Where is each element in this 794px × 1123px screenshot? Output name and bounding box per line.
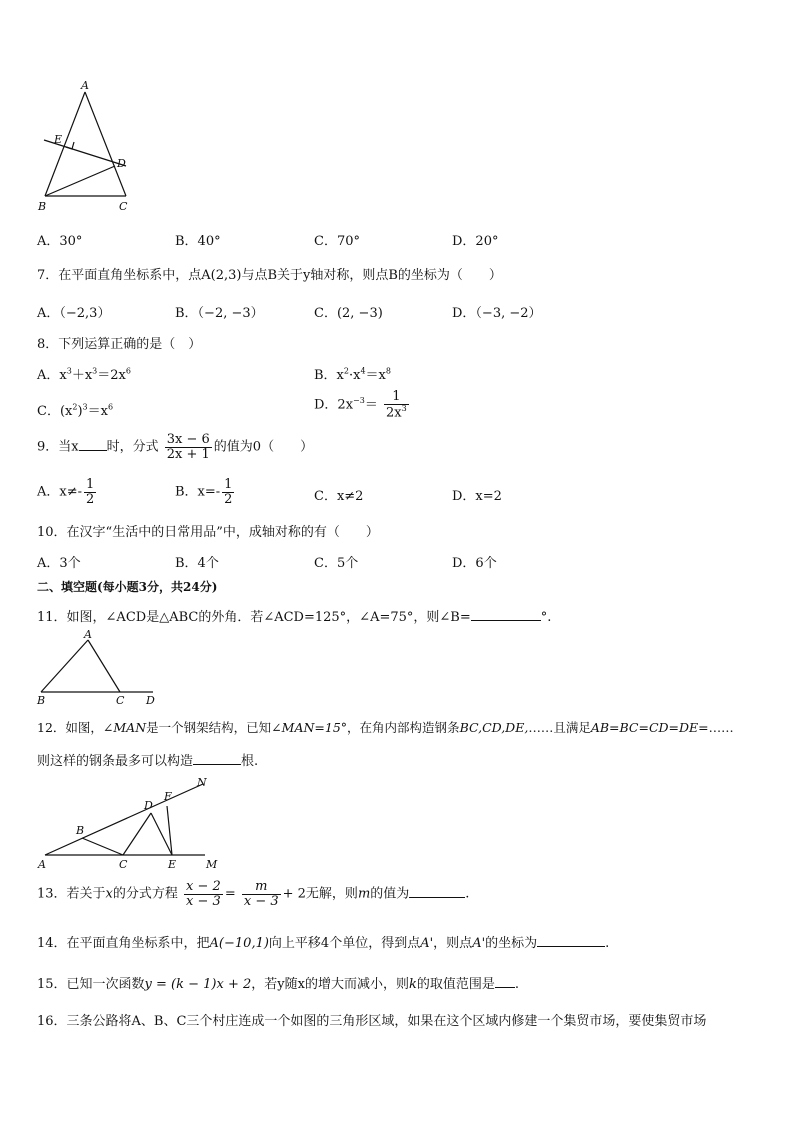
label-d: D: [144, 799, 153, 812]
side-ac: [85, 92, 126, 196]
label-d: D: [146, 694, 155, 707]
q9-option-c: C．x≠2: [314, 489, 364, 504]
label-c: C: [119, 200, 128, 213]
answer-blank[interactable]: [193, 764, 241, 765]
q7-option-a: A．（−2,3）: [37, 306, 111, 321]
q10-option-d: D．6个: [452, 556, 497, 571]
q8-option-d: D．$2x^{-3}=$ $\frac{1}{2x^3}$: [314, 389, 407, 420]
q6-option-c: C．70°: [314, 234, 360, 249]
q6-option-d: D．20°: [452, 234, 499, 249]
q9-option-b: B．x=- $\frac{1}{2}$: [175, 477, 233, 507]
fraction: $\frac{1}{2x^3}$: [385, 389, 407, 420]
label-e: E: [54, 133, 63, 146]
q7-option-c: C．(2, −3): [314, 306, 383, 321]
label-e: E: [168, 858, 177, 871]
q14-text: 14．在平面直角坐标系中，把A(−10,1)向上平移4个单位，得到点A'，则点A'的坐标为 .: [37, 936, 610, 951]
q8-option-c: C．$(x^2)^3=x^6$: [37, 402, 114, 419]
label-b: B: [76, 824, 85, 837]
label-m: M: [206, 858, 218, 871]
q9-text: 9．当x 时，分式 $\frac{3x - 6}{2x + 1}$ 的值为0（ ）: [37, 432, 314, 462]
rod-bc: [82, 838, 123, 855]
triangle-figure-q6: [30, 78, 140, 218]
q13-text: 13．若关于x的分式方程 $\frac{x - 2}{x - 3}$ = $\frac{m}{x - 3}$ + 2无解，则m的值为 .: [37, 879, 470, 909]
q7-option-d: D．（−3, −2）: [452, 306, 542, 321]
rod-cd: [123, 813, 151, 855]
right-angle-mark: [66, 142, 74, 149]
q12-line1: 12．如图，∠MAN是一个钢架结构，已知∠MAN=15°，在角内部构造钢条BC,CD,DE,……且满足AB=BC=CD=DE=……: [37, 720, 734, 735]
q10-option-a: A．3个: [37, 556, 81, 571]
label-c: C: [119, 858, 128, 871]
q8-text: 8．下列运算正确的是（ ）: [37, 337, 202, 352]
label-a: A: [84, 628, 92, 641]
q10-option-b: B．4个: [175, 556, 219, 571]
q6-option-b: B．40°: [175, 234, 221, 249]
fraction: $\frac{x - 2}{x - 3}$: [186, 879, 221, 909]
answer-blank[interactable]: [471, 620, 541, 621]
steel-frame-figure-q12: [35, 774, 225, 874]
q9-option-a: A．x≠- $\frac{1}{2}$: [37, 477, 95, 507]
label-c: C: [116, 694, 125, 707]
q6-option-a: A．30°: [37, 234, 83, 249]
side-ab: [45, 92, 85, 196]
fraction: $\frac{3x - 6}{2x + 1}$: [166, 432, 210, 462]
q9-option-d: D．x=2: [452, 489, 502, 504]
label-f: F: [164, 790, 172, 803]
fraction: $\frac{m}{x - 3}$: [243, 879, 279, 909]
segment-bd: [45, 166, 115, 196]
q11-text: 11．如图，∠ACD是△ABC的外角．若∠ACD=125°，∠A=75°，则∠B= °.: [37, 610, 552, 625]
answer-blank[interactable]: [495, 987, 515, 988]
q16-text: 16．三条公路将A、B、C三个村庄连成一个如图的三角形区域，如果在这个区域内修建一个集贸市场，要使集贸市场: [37, 1014, 707, 1029]
answer-blank[interactable]: [409, 897, 465, 898]
q15-text: 15．已知一次函数y = (k − 1)x + 2，若y随x的增大而减小，则k的取值范围是 .: [37, 977, 519, 992]
side-ab: [41, 640, 88, 692]
triangle-figure-q11: [35, 628, 165, 708]
q12-line2: 则这样的钢条最多可以构造 根.: [37, 754, 259, 769]
label-a: A: [81, 79, 89, 92]
label-b: B: [37, 694, 46, 707]
q8-option-b: B．$x^2\cdot x^4=x^8$: [314, 366, 391, 383]
ray-an: [45, 784, 203, 855]
q10-option-c: C．5个: [314, 556, 359, 571]
side-ac: [88, 640, 120, 692]
q7-text: 7．在平面直角坐标系中，点A(2,3)与点B关于y轴对称，则点B的坐标为（ ）: [37, 268, 502, 283]
label-b: B: [38, 200, 47, 213]
q10-text: 10．在汉字“生活中的日常用品”中，成轴对称的有（ ）: [37, 525, 379, 540]
label-n: N: [197, 776, 207, 789]
q8-option-a: A．$x^3+x^3=2x^6$: [37, 366, 131, 383]
section-heading-fill-in: 二、填空题(每小题3分，共24分): [37, 580, 218, 594]
answer-blank[interactable]: [79, 450, 107, 451]
label-a: A: [38, 858, 46, 871]
label-d: D: [117, 157, 126, 170]
q7-option-b: B．（−2, −3）: [175, 306, 264, 321]
answer-blank[interactable]: [537, 946, 605, 947]
